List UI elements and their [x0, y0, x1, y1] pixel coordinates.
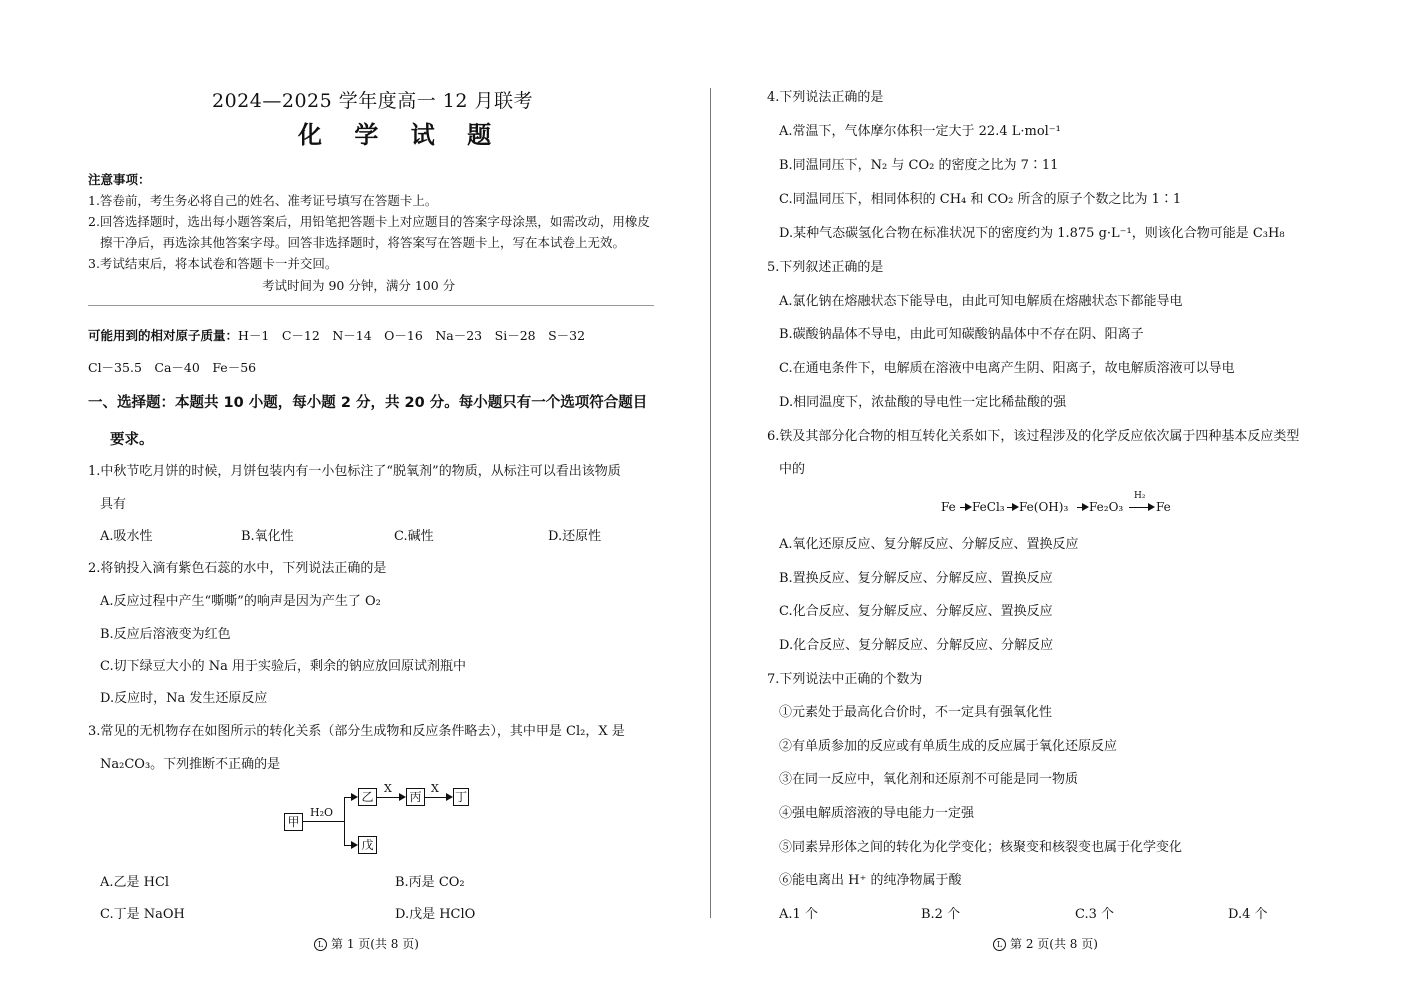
notice-title: 注意事项： [88, 172, 151, 187]
divider [88, 305, 654, 306]
q3-stem: 3.常见的无机物存在如图所示的转化关系（部分生成物和反应条件略去），其中甲是 Cl₂，X 是 [88, 724, 625, 739]
notice-item: 1.答卷前，考生务必将自己的姓名、准考证号填写在答题卡上。 [88, 193, 438, 208]
q7-option-a: A.1 个 [779, 907, 818, 922]
q6-option-b: B.置换反应、复分解反应、分解反应、置换反应 [779, 571, 1053, 586]
chain-arrow-2-head [1012, 503, 1019, 511]
q1-stem: 1.中秋节吃月饼的时候，月饼包装内有一小包标注了“脱氧剂”的物质，从标注可以看出该物质 [88, 464, 621, 479]
q7-option-d: D.4 个 [1228, 907, 1268, 922]
notice-item: 3.考试结束后，将本试卷和答题卡一并交回。 [88, 256, 338, 271]
q3-option-c: C.丁是 NaOH [100, 907, 185, 922]
q7-option-b: B.2 个 [921, 907, 961, 922]
page-number: 第 1 页(共 8 页) [331, 937, 419, 951]
notice-item: 2.回答选择题时，选出每小题答案后，用铅笔把答题卡上对应题目的答案字母涂黑，如需改动，用橡皮 [88, 214, 650, 229]
circle-l-icon: L [993, 938, 1006, 951]
box-ding: 丁 [454, 790, 467, 804]
x-label-1: X [384, 782, 392, 795]
chain-arrow-4-head [1148, 503, 1155, 511]
chain-condition: H₂ [1134, 491, 1146, 501]
chain-arrow-4 [1129, 507, 1149, 508]
water-label: H₂O [310, 806, 334, 819]
q5-option-c: C.在通电条件下，电解质在溶液中电离产生阴、阳离子，故电解质溶液可以导电 [779, 361, 1235, 376]
q3-option-b: B.丙是 CO₂ [395, 875, 465, 890]
box-yi: 乙 [358, 788, 377, 806]
q1-option-c: C.碱性 [394, 529, 434, 544]
q5-option-d: D.相同温度下，浓盐酸的导电性一定比稀盐酸的强 [779, 395, 1067, 410]
x-label-2: X [431, 782, 439, 795]
q2-option-b: B.反应后溶液变为红色 [100, 627, 231, 642]
q2-option-d: D.反应时，Na 发生还原反应 [100, 691, 268, 706]
section-heading-cont: 要求。 [110, 432, 154, 448]
page-number: 第 2 页(共 8 页) [1010, 937, 1098, 951]
arrow-to-yi [351, 793, 358, 801]
circle-l-icon: L [314, 938, 327, 951]
q7-item-4: ④强电解质溶液的导电能力一定强 [779, 806, 975, 821]
section-heading: 一、选择题：本题共 10 小题，每小题 2 分，共 20 分。每小题只有一个选项符合题目 [88, 395, 648, 411]
q7-stem: 7.下列说法中正确的个数为 [767, 672, 923, 687]
arrow-bing-ding-head [446, 793, 453, 801]
q6-stem-cont: 中的 [779, 462, 806, 477]
chain-fe-final: Fe [1156, 500, 1171, 514]
chain-arrow-1-head [965, 503, 972, 511]
q4-option-a: A.常温下，气体摩尔体积一定大于 22.4 L·mol⁻¹ [779, 124, 1061, 139]
q2-option-a: A.反应过程中产生“嘶嘶”的响声是因为产生了 O₂ [100, 594, 381, 609]
water-line [302, 821, 344, 822]
branch-line [344, 797, 345, 846]
arrow-yi-bing-head [399, 793, 406, 801]
q1-option-d: D.还原性 [548, 529, 602, 544]
box-wu: 戊 [358, 836, 377, 854]
q7-item-5: ⑤同素异形体之间的转化为化学变化；核聚变和核裂变也属于化学变化 [779, 840, 1183, 855]
chain-fe2o3: Fe₂O₃ [1089, 500, 1124, 514]
q7-item-2: ②有单质参加的反应或有单质生成的反应属于氧化还原反应 [779, 739, 1118, 754]
q4-option-b: B.同温同压下，N₂ 与 CO₂ 的密度之比为 7∶11 [779, 158, 1059, 173]
box-jia: 甲 [284, 813, 303, 831]
q5-stem: 5.下列叙述正确的是 [767, 260, 884, 275]
atomic-mass-line-2: Cl－35.5 Ca－40 Fe－56 [88, 360, 257, 375]
q5-option-b: B.碳酸钠晶体不导电，由此可知碳酸钠晶体中不存在阴、阳离子 [779, 327, 1144, 342]
q6-option-d: D.化合反应、复分解反应、分解反应、分解反应 [779, 638, 1054, 653]
atomic-mass-label: 可能用到的相对原子质量： [88, 328, 239, 343]
subject-title: 化 学 试 题 [298, 120, 504, 149]
box-bing: 丙 [406, 788, 425, 806]
q3-stem-cont: Na₂CO₃。下列推断不正确的是 [100, 757, 281, 772]
exam-time: 考试时间为 90 分钟，满分 100 分 [262, 278, 456, 293]
q6-option-a: A.氧化还原反应、复分解反应、分解反应、置换反应 [779, 537, 1079, 552]
chain-arrow-3-head [1082, 503, 1089, 511]
q1-stem-cont: 具有 [100, 497, 127, 512]
q4-option-d: D.某种气态碳氢化合物在标准状况下的密度约为 1.875 g·L⁻¹，则该化合物可能是 C₃H₈ [779, 226, 1285, 241]
page-footer-left [314, 935, 419, 952]
atomic-mass-values: H－1 C－12 N－14 O－16 Na－23 Si－28 S－32 [238, 328, 586, 343]
q4-option-c: C.同温同压下，相同体积的 CH₄ 和 CO₂ 所含的原子个数之比为 1∶1 [779, 192, 1182, 207]
page-footer-right [993, 935, 1098, 952]
column-divider [710, 88, 711, 918]
chain-feoh3: Fe(OH)₃ [1019, 500, 1069, 514]
q6-stem: 6.铁及其部分化合物的相互转化关系如下，该过程涉及的化学反应依次属于四种基本反应类型 [767, 429, 1300, 444]
q2-option-c: C.切下绿豆大小的 Na 用于实验后，剩余的钠应放回原试剂瓶中 [100, 659, 467, 674]
q6-option-c: C.化合反应、复分解反应、分解反应、置换反应 [779, 604, 1053, 619]
arrow-bing-ding [424, 797, 448, 798]
q7-item-1: ①元素处于最高化合价时，不一定具有强氧化性 [779, 705, 1053, 720]
q4-stem: 4.下列说法正确的是 [767, 90, 884, 105]
q7-item-6: ⑥能电离出 H⁺ 的纯净物属于酸 [779, 873, 962, 888]
q5-option-a: A.氯化钠在熔融状态下能导电，由此可知电解质在熔融状态下都能导电 [779, 294, 1183, 309]
q7-option-c: C.3 个 [1075, 907, 1115, 922]
q1-option-a: A.吸水性 [100, 529, 153, 544]
q2-stem: 2.将钠投入滴有紫色石蕊的水中，下列说法正确的是 [88, 561, 387, 576]
q1-option-b: B.氧化性 [241, 529, 294, 544]
arrow-yi-bing [376, 797, 400, 798]
chain-fe: Fe [941, 500, 956, 514]
q7-item-3: ③在同一反应中，氧化剂和还原剂不可能是同一物质 [779, 772, 1079, 787]
arrow-to-wu [351, 841, 358, 849]
q3-option-d: D.戊是 HClO [395, 907, 476, 922]
chain-fecl3: FeCl₃ [972, 500, 1005, 514]
exam-title: 2024—2025 学年度高一 12 月联考 [212, 90, 534, 112]
atomic-mass-line [88, 326, 585, 344]
q3-option-a: A.乙是 HCl [100, 875, 170, 890]
notice-item: 擦干净后，再选涂其他答案字母。回答非选择题时，将答案写在答题卡上，写在本试卷上无效。 [100, 235, 626, 250]
